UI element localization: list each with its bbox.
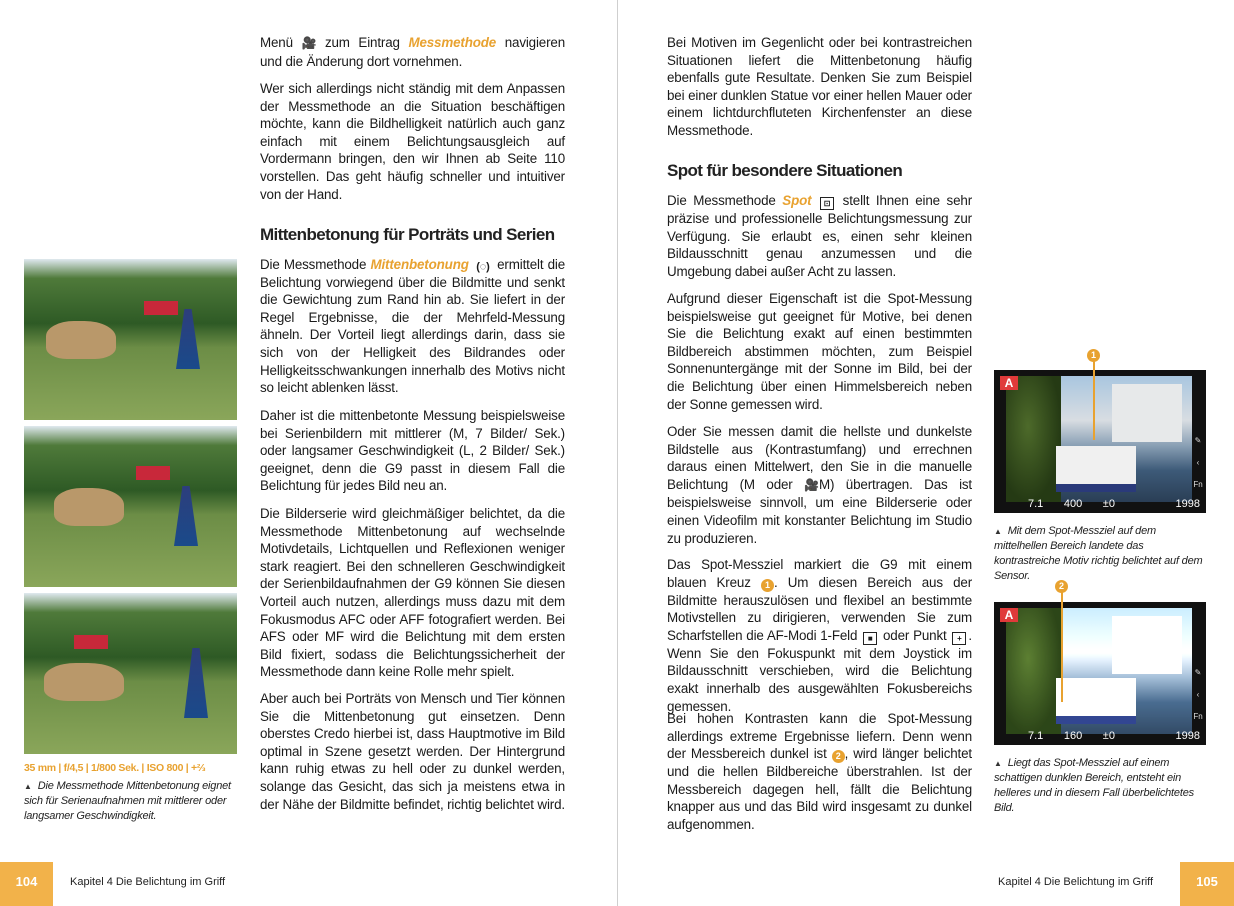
marker-ref-2: 2 — [832, 750, 845, 763]
paragraph — [260, 80, 565, 203]
text: navigieren und die Änderung dort vornehmen. — [260, 35, 566, 69]
triangle-icon: ▲ — [24, 782, 32, 791]
screen-caption: ▲ Liegt das Spot-Messziel auf einem schattigen dunklen Bereich, entsteht ein helleres und in diesem Fall überbelichtetes Bild. — [994, 757, 1194, 814]
af-pinpoint-icon: + — [952, 632, 966, 645]
page-number-left: 104 — [0, 862, 53, 906]
camera-screen-2: A ✎ ‹ Fn 7.1 160 ±0 1998 — [994, 602, 1206, 745]
text: Daher ist die mittenbetonte Messung beispielsweise bei Serienbildern mit mittlerer (M, 7 Bilder/ Sek.) oder langsamer Geschwindigkeit (L, 2 Bilder/ Sek.) geeignet, denn die G9 passt in diesem Fall die Belichtung für jedes Bild neu an. — [260, 408, 565, 494]
paragraph — [260, 505, 565, 681]
text — [469, 257, 473, 272]
marker-2: 2 — [1055, 580, 1068, 593]
menu-term: Spot — [782, 193, 812, 208]
paragraph — [667, 34, 972, 140]
text: . Um diesen Bereich aus der Bildmitte herauszulösen und flexibel an bestimmte Motivstellen zu dirigieren, verwenden Sie zum Scharfstellen die AF-Modi 1-Feld — [667, 574, 973, 643]
text: Die Messmethode — [667, 193, 783, 208]
shots-remaining: 1998 — [1175, 730, 1200, 742]
text: Die Messmethode — [260, 257, 371, 272]
paragraph — [667, 192, 972, 280]
footer-chapter-left: Kapitel 4 Die Belichtung im Griff — [70, 876, 226, 888]
text: ermittelt die Belichtung vorwiegend über die Bildmitte und senkt die Gewichtung zum Rand hin ab. Sie liefert in der Regel Ergebnisse, die der Mehrfeld-Messung ähneln. Der Vorteil liegt allerdings darin, dass sie sich von der Helligkeit des Bildrandes oder Helligkeitsschwankungen innerhalb des Motivs nicht so leicht ablenken lässt. — [260, 257, 565, 396]
text: Das Spot-Messziel markiert die G9 mit einem blauen Kreuz — [667, 557, 972, 590]
mode-badge: A — [1000, 376, 1018, 390]
paragraph — [667, 556, 972, 715]
menu-term: Messmethode — [408, 35, 497, 50]
movie-camera-icon: 🎥 — [804, 477, 819, 492]
text: Bei Motiven im Gegenlicht oder bei kontrastreichen Situationen liefert die Mittenbetonung häufig ebenfalls gute Resultate. Denken Sie zum Beispiel bei einer dunklen Statue vor einer hellen Mauer oder einem lichtdurchfluteten Kirchenfenster an diese Messmethode. — [667, 35, 972, 138]
marker-1: 1 — [1087, 349, 1100, 362]
aperture: 7.1 — [1028, 498, 1044, 510]
text: Aber auch bei Porträts von Mensch und Tier können Sie die Mittenbetonung gut einsetzen. Denn oberstes Credo hierbei ist, dass Hauptmotive im Bild optimal in Szene gesetzt werden. Der Hintergrund kann ruhig etwas zu hell oder zu dunkel werden, solange das Gesicht, das sich ja meistens etwa in der Nähe der Bildmitte befindet, richtig belichtet wird. — [260, 691, 565, 812]
exposure-comp: ±0 — [1102, 730, 1115, 742]
paragraph — [667, 710, 972, 834]
mode-badge: A — [1000, 608, 1018, 622]
shutter: 400 — [1063, 498, 1083, 510]
shots-remaining: 1998 — [1175, 498, 1200, 510]
menu-term: Mittenbetonung — [370, 257, 469, 272]
paragraph — [260, 690, 565, 813]
marker-ref-1: 1 — [761, 579, 774, 592]
aperture: 7.1 — [1028, 730, 1044, 742]
triangle-icon: ▲ — [994, 759, 1002, 768]
photo-horse-series-1 — [24, 259, 237, 420]
marker-line — [1093, 360, 1095, 440]
triangle-icon: ▲ — [994, 527, 1002, 536]
paragraph — [260, 256, 565, 397]
text: zum Eintrag — [316, 35, 409, 50]
paragraph — [260, 407, 565, 495]
text: . Wenn Sie den Fokuspunkt mit dem Joystick im Bildausschnitt verschieben, wird die Belichtung exakt innerhalb des ausgewählten Fokusbereichs gemessen. — [667, 627, 972, 714]
text: stellt Ihnen eine sehr präzise und professionelle Belichtungsmessung zur Verfügung. Sie erlaubt es, einen sehr kleinen Bildausschnitt genau anzumessen und die Umgebung dabei außer Acht zu lassen. — [667, 193, 973, 279]
photo-caption: ▲ Die Messmethode Mittenbetonung eignet sich für Serienaufnahmen mit mittlerer oder langsamer Geschwindigkeit. — [24, 780, 231, 822]
shutter: 160 — [1063, 730, 1083, 742]
af-1-area-icon: ■ — [863, 632, 877, 645]
text: Bei hohen Kontrasten kann die Spot-Messung allerdings extreme Ergebnisse liefern. Denn wenn der Messbereich dunkel ist — [667, 711, 972, 762]
footer-chapter-right: Kapitel 4 Die Belichtung im Griff — [998, 876, 1154, 888]
text: , wird länger belichtet und die hellen Bildbereiche überstrahlen. Ist der Messbereich dagegen hell, fällt die Belichtung knapper aus und das Bild wird insgesamt zu dunkel aufgenommen. — [667, 746, 972, 832]
section-heading: Mittenbetonung für Porträts und Serien — [260, 225, 555, 244]
marker-line — [1061, 592, 1063, 702]
text: Oder Sie messen damit die hellste und dunkelste Bildstelle aus (Kontrastumfang) und errechnen daraus einen Mittelwert, den Sie in die manuelle Belichtung (M oder — [667, 424, 972, 492]
exposure-comp: ±0 — [1102, 498, 1115, 510]
photo-horse-series-2 — [24, 426, 237, 587]
paragraph — [260, 34, 565, 70]
screen-caption: ▲ Mit dem Spot-Messziel auf dem mittelhellen Bereich landete das kontrastreiche Motiv richtig belichtet auf dem Sensor. — [994, 525, 1203, 582]
page-number-right: 105 — [1180, 862, 1234, 906]
paragraph — [667, 423, 972, 547]
section-heading: Spot für besondere Situationen — [667, 161, 903, 180]
spot-icon: ⊡ — [820, 197, 834, 210]
text: oder Punkt — [879, 627, 951, 643]
paragraph — [667, 290, 972, 413]
photo-horse-series-3 — [24, 593, 237, 754]
text: Menü — [260, 35, 302, 50]
text: Wer sich allerdings nicht ständig mit dem Anpassen der Messmethode an die Situation beschäftigen möchte, kann die Bildhelligkeit natürlich auch ganz einfach mit einem Belichtungsausgleich auf Vordermann bringen, den wir Ihnen ab Seite 110 vorstellen. Das geht häufig schneller und intuitiver von der Hand. — [260, 81, 565, 202]
text — [811, 193, 818, 208]
camera-screen-1: A ✎ ‹ Fn 7.1 400 ±0 1998 — [994, 370, 1206, 513]
movie-camera-icon: 🎥 — [301, 36, 317, 50]
center-weighted-icon: (◌) — [476, 261, 490, 273]
text: Die Bilderserie wird gleichmäßiger belichtet, da die Messmethode Mittenbetonung auf wechselnde Motivdetails, Lichtquellen und Reflexionen weniger stark reagiert. Bei den schnelleren Geschwindigkeit der Serienbildaufnahmen der G9 können Sie diesen Vorteil auch nutzen, allerdings muss dazu mit dem Fokusmodus AFC oder AFF fotografiert werden. Bei AFS oder MF wird die Belichtung mit dem ersten Bild fixiert, sodass die Belichtungssicherheit der Messmethode dann keine Rolle mehr spielt. — [260, 506, 565, 680]
text: Aufgrund dieser Eigenschaft ist die Spot-Messung beispielsweise gut geeignet für Motive, bei denen Sie die Belichtung exakt auf einen bestimmten Bildbereich abstimmen möchten, zum Beispiel Sonnenuntergänge mit der Sonne im Bild, bei der die Belichtung über einen Himmelsbereich neben der Sonne gemessen wird. — [667, 291, 972, 412]
gutter-divider — [617, 0, 618, 906]
text: M) übertragen. Das ist beispielsweise sinnvoll, um eine Bilderserie oder einen Videofilm mit konstanter Belichtung im Studio zu produzieren. — [667, 476, 973, 546]
photo-exif: 35 mm | f/4,5 | 1/800 Sek. | ISO 800 | +⅔ — [24, 762, 206, 774]
